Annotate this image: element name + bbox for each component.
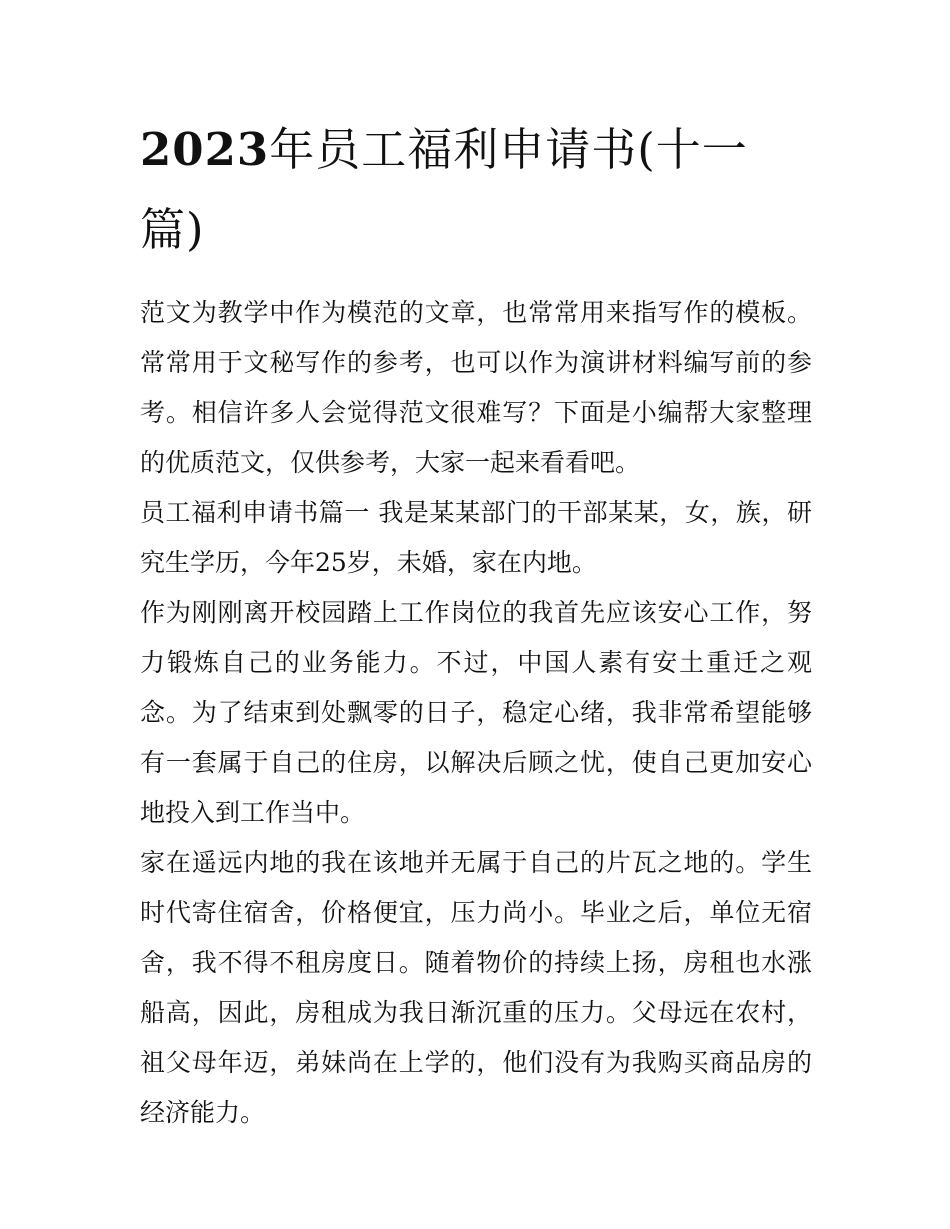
document-body xyxy=(140,288,812,1138)
document-title xyxy=(140,110,800,270)
paragraph-housing-wish: 作为刚刚离开校园踏上工作岗位的我首先应该安心工作，努力锻炼自己的业务能力。不过，中国人素有安土重迁之观念。为了结束到处飘零的日子，稳定心绪，我非常希望能够有一套属于自己的住房，以解决后顾之忧，使自己更加安心地投入到工作当中。 xyxy=(140,598,812,827)
title-text: 年员工福利申请书(十一篇) xyxy=(140,123,748,256)
paragraph-intro: 范文为教学中作为模范的文章，也常常用来指写作的模板。常常用于文秘写作的参考，也可以作为演讲材料编写前的参考。相信许多人会觉得范文很难写？下面是小编帮大家整理的优质范文，仅供参考，大家一起来看看吧。 xyxy=(140,298,812,477)
document-page xyxy=(140,110,812,1138)
paragraph-applicant-info: 员工福利申请书篇一 我是某某部门的干部某某，女，族，研究生学历，今年25岁，未婚，家在内地。 xyxy=(140,498,812,577)
paragraph-housing-situation: 家在遥远内地的我在该地并无属于自己的片瓦之地的。学生时代寄住宿舍，价格便宜，压力尚小。毕业之后，单位无宿舍，我不得不租房度日。随着物价的持续上扬，房租也水涨船高，因此，房租成为我日渐沉重的压力。父母远在农村，祖父母年迈，弟妹尚在上学的，他们没有为我购买商品房的经济能力。 xyxy=(140,848,812,1127)
title-year: 2023 xyxy=(140,123,270,176)
